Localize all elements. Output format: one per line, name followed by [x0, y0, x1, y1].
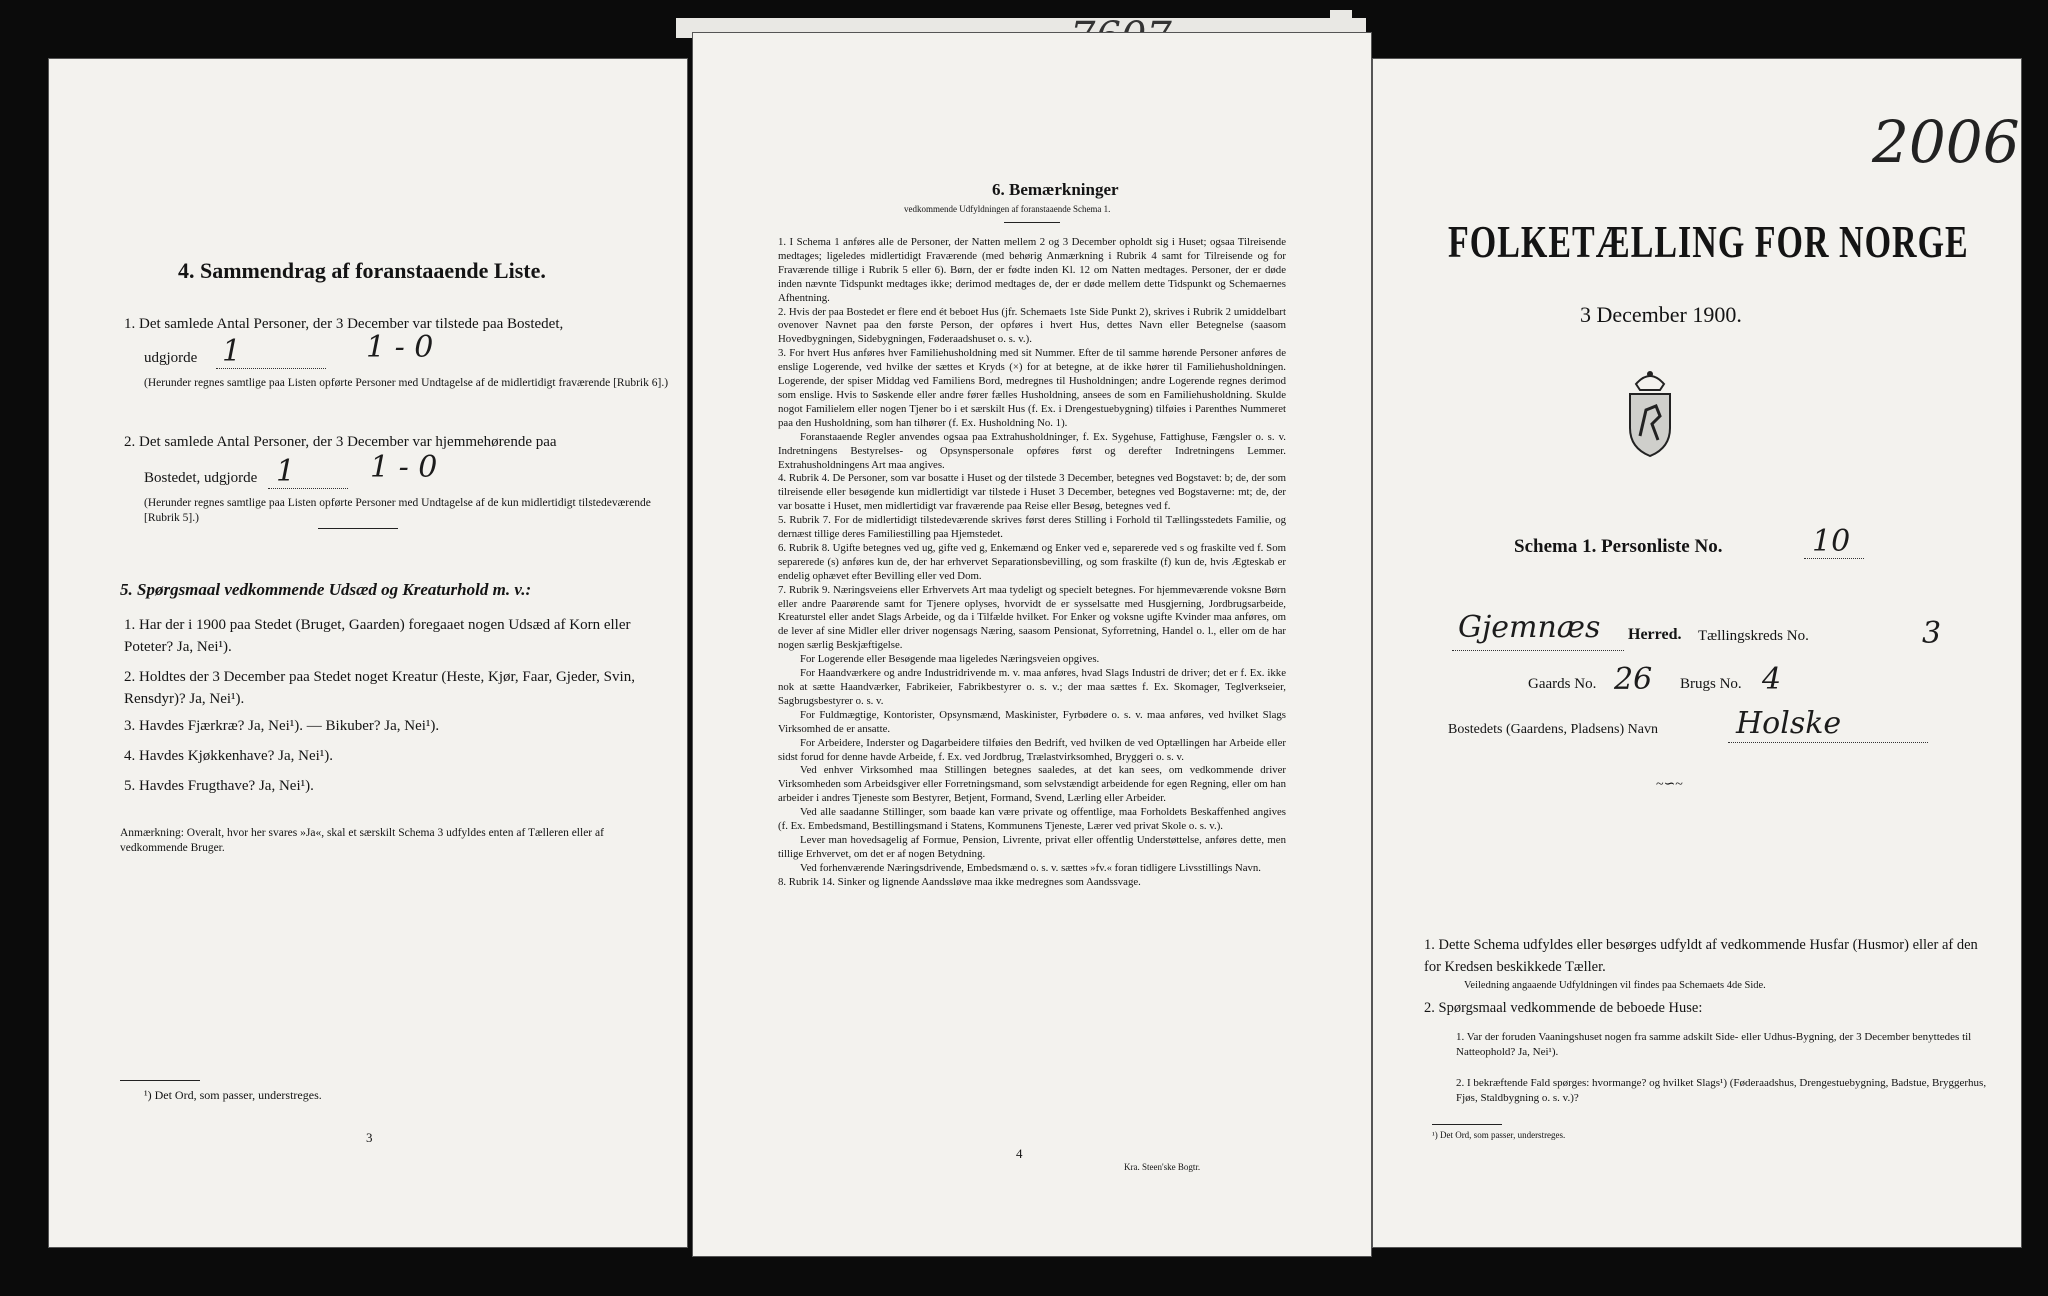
kreds-value: 3 — [1922, 616, 1942, 651]
brugs-label: Brugs No. — [1680, 676, 1742, 692]
footnote-right: ¹) Det Ord, som passer, understreges. — [1432, 1130, 1566, 1140]
remark-7i: Ved forhenværende Næringsdrivende, Embedsmænd o. s. v. sættes »fv.« foran tidligere Livsstillings Navn. — [800, 861, 1261, 874]
remark-3: 3. For hvert Hus anføres hver Familiehusholdning med sit Nummer. Efter de til samme hørende Personer anføres de enslige Logerende, ved hvilke der sættes et Kryds (×) for at betegne, at de ikke hører til Familiehusholdningen. Logerende, der spiser Middag ved Familiens Bord, medregnes til Husholdningen; andre Logerende regnes derimod som enslige. Hvis to Søskende eller andre fører fælles Husholdning, ansees de som en Familiehusholdning. Skulde nogot Familielem eller nogen Tjener bo i et særskilt Hus (f. Ex. i Drengestuebygning) tilføies i Parenthes Nummeret paa den Husholdning, som han tilhører (f. Ex. Husholdning No. 1). — [778, 347, 1286, 429]
remark-7e: For Arbeidere, Inderster og Dagarbeidere tilføies den Bedrift, ved hvilken de ved Optællingen har Arbeide eller sidst forud for denne havde Arbeide, f. Ex. ved Jordbrug, Trælastvirksomhed, Bryggeri o. s. v. — [778, 736, 1286, 763]
herred-value: Gjemnæs — [1458, 610, 1601, 645]
herred-line — [1452, 650, 1624, 651]
archive-number-right: 2006 — [1872, 108, 2020, 176]
remarks-title: 6. Bemærkninger — [992, 180, 1119, 199]
remark-8: 8. Rubrik 14. Sinker og lignende Aandssløve maa ikke medregnes som Aandssvage. — [778, 875, 1141, 888]
q5-4: 4. Havdes Kjøkkenhave? Ja, Nei¹). — [124, 748, 334, 764]
herred-label: Herred. — [1628, 626, 1682, 643]
remark-3b: Foranstaaende Regler anvendes ogsaa paa Extrahusholdninger, f. Ex. Sygehuse, Fattighuse, Fængsler o. s. v. Indretningens Bestyrelses- og Opsynspersonale opføres først og derefter Indretningens Lemmer. Extrahusholdningens Art maa angives. — [778, 430, 1286, 471]
remark-7b: For Logerende eller Besøgende maa ligeledes Næringsveien opgives. — [800, 653, 1100, 666]
brugs-value: 4 — [1762, 662, 1782, 697]
section4-title: 4. Sammendrag af foranstaaende Liste. — [178, 258, 546, 283]
q2-underline — [268, 488, 348, 489]
remark-4: 4. Rubrik 4. De Personer, som var bosatte i Huset og der tilstede 3 December, betegnes ved Bogstavet: b; de, der som tilreisende eller besøgende kun midlertidigt var tilstede i Huset 3 December, betegnes ved Bogstaverne: mt; de, der var bosatte i Huset, men midlertidigt var fraværende paa Reise eller Besøg, betegnes ved f. — [778, 472, 1286, 513]
remark-7d: For Fuldmægtige, Kontorister, Opsynsmænd, Maskinister, Fyrbødere o. s. v. maa anføres, ved hvilket Slags Virksomhed de er ansatte. — [778, 708, 1286, 735]
remark-7c: For Haandværkere og andre Industridrivende m. v. maa anføres, hvad Slags Industri de driver; det er f. Ex. ikke nok at sætte Haandværker, Fabrikeier, Fabrikbestyrer o. s. v.; der maa sættes f. Ex. Skomager, Teglverkseier, Sagbrugsbestyrer o. s. v. — [778, 667, 1286, 707]
page-middle — [692, 32, 1372, 1257]
q2-bostedet: Bostedet, udgjorde — [144, 470, 258, 486]
q1-text: 1. Det samlede Antal Personer, der 3 December var tilstede paa Bostedet, — [124, 316, 564, 332]
q5-2: 2. Holdtes der 3 December paa Stedet noget Kreatur (Heste, Kjør, Faar, Gjeder, Svin, Rensdyr)? Ja, Nei¹). — [124, 669, 635, 707]
page-left — [48, 58, 688, 1248]
remark-6: 6. Rubrik 8. Ugifte betegnes ved ug, gifte ved g, Enkemænd og Enker ved e, separerede ved s og fraskilte ved f. Som separerede (s) anføres kun de, der har erhvervet Separationsbevilling, og som fraskilte (f) kun de, hvis Ægteskab er endelig ophævet efter Bevilling eller ved Dom. — [778, 541, 1286, 582]
bosted-value: Holske — [1736, 706, 1842, 741]
q1-note: (Herunder regnes samtlige paa Listen opførte Personer med Undtagelse af de midlertidigt fraværende [Rubrik 6].) — [144, 377, 669, 389]
footnote-rule-left — [120, 1080, 200, 1081]
instr-1: 1. Dette Schema udfyldes eller besørges udfyldt af vedkommende Husfar (Husmor) eller af den for Kredsen beskikkede Tæller. — [1424, 937, 1978, 975]
q2-value1: 1 — [276, 454, 296, 489]
anmaerkning: Anmærkning: Overalt, hvor her svares »Ja«, skal et særskilt Schema 3 udfyldes enten af Tælleren eller af vedkommende Bruger. — [120, 827, 604, 854]
q5-1: 1. Har der i 1900 paa Stedet (Bruget, Gaarden) foregaaet nogen Udsæd af Korn eller Poteter? Ja, Nei¹). — [124, 617, 631, 655]
bosted-label: Bostedets (Gaardens, Pladsens) Navn — [1448, 722, 1658, 737]
q1-udgjorde: udgjorde — [144, 350, 198, 366]
section5-title: 5. Spørgsmaal vedkommende Udsæd og Kreaturhold m. v.: — [120, 580, 532, 599]
remark-5: 5. Rubrik 7. For de midlertidigt tilstedeværende skrives først deres Stilling i Forhold til Tællingsstedets Familie, og dernæst tillige deres Familiestilling paa Hjemstedet. — [778, 514, 1286, 541]
census-title: FOLKETÆLLING FOR NORGE — [1448, 218, 1969, 268]
divider-left — [318, 528, 398, 529]
printer-name: Kra. Steen'ske Bogtr. — [1124, 1162, 1201, 1172]
remark-7h: Lever man hovedsagelig af Formue, Pension, Livrente, privat eller offentlig Understøttelse, anføres dette, men tillige Erhvervet, om det er af nogen Betydning. — [778, 833, 1286, 860]
instr-2-1: 1. Var der foruden Vaaningshuset nogen fra samme adskilt Side- eller Udhus-Bygning, der 3 December benyttedes til Natteophold? Ja, Nei¹). — [1456, 1031, 1972, 1058]
bosted-line — [1728, 742, 1928, 743]
gaards-value: 26 — [1614, 662, 1653, 697]
instr-2-2: 2. I bekræftende Fald spørges: hvormange? og hvilket Slags¹) (Føderaadshus, Drengestuebygning, Badstue, Bryggerhus, Fjøs, Staldbygning o. s. v.)? — [1456, 1077, 1987, 1104]
gaards-label: Gaards No. — [1528, 676, 1597, 692]
remark-7f: Ved enhver Virksomhed maa Stillingen betegnes saaledes, at det kan sees, om vedkommende driver Virksomheden som Arbeidsgiver eller Forretningsmand, som selvstændigt arbeidende for egen Regning, eller om han arbeider i andres Tjeneste som Bestyrer, Betjent, Formand, Svend, Lærling eller Arbeider. — [778, 764, 1286, 805]
coat-of-arms-icon — [1622, 366, 1678, 458]
q1-value1: 1 — [222, 334, 242, 369]
q2-note: (Herunder regnes samtlige paa Listen opførte Personer med Undtagelse af de kun midlertidigt tilstedeværende [Rubrik 5].) — [144, 497, 651, 524]
footnote-left: ¹) Det Ord, som passer, understreges. — [144, 1088, 322, 1102]
remark-7: 7. Rubrik 9. Næringsveiens eller Erhvervets Art maa tydeligt og specielt betegnes. For hjemmeværende voksne Børn eller andre Paarørende samt for Tjenere oplyses, hvorvidt de er sysselsatte med Husgjerning, Jordbrugsarbeide, Kreaturstel eller andet Slags Arbeide, og da i Tilfælde hvilket. For Enker og voksne ugifte Kvinder maa anføres, om de lever af sine Midler eller driver nogensags Næring, saasom Pensionat, Syforretning, Handel o. l., eller om de har nogen særlig Beskjæftigelse. — [778, 583, 1286, 652]
ornament: ~∽~ — [1656, 777, 1683, 792]
remark-1: 1. I Schema 1 anføres alle de Personer, der Natten mellem 2 og 3 December opholdt sig i Huset; ogsaa Tilreisende medtages; ligeledes midlertidigt Fraværende (med behørig Anmærkning i Rubrik 4 samt for Tilreisende og for Fraværende tillige i Rubrik 5 eller 6). Børn, der er fødte inden Kl. 12 om Natten medtages. Personer, der er døde inden nævnte Tidspunkt medtages ikke; derimod medtages de, der er døde mellem dette Tidspunkt og Schemaernes Afhentning. — [778, 236, 1286, 304]
kreds-label: Tællingskreds No. — [1698, 628, 1809, 644]
remark-7g: Ved alle saadanne Stillinger, som baade kan være private og offentlige, maa Forholdets Beskaffenhed angives (f. Ex. Embedsmand, Bestillingsmand i Statens, Kommunens Tjeneste, Lærer ved privat Skole o. s. v.). — [778, 806, 1286, 833]
remarks-rule — [1004, 222, 1060, 223]
page-number-3: 3 — [366, 1130, 373, 1145]
footnote-rule-right — [1432, 1124, 1502, 1125]
remarks-subtitle: vedkommende Udfyldningen af foranstaaende Schema 1. — [904, 204, 1111, 214]
q1-value2: 1 - 0 — [366, 330, 434, 365]
page-number-4: 4 — [1016, 1146, 1023, 1161]
remark-2: 2. Hvis der paa Bostedet er flere end ét beboet Hus (jfr. Schemaets 1ste Side Punkt 2), skrives i Rubrik 2 umiddelbart ovenover Navnet paa den første Person, der opføres i hvert Hus, dettes Navn eller Betegnelse (saasom Hovedbygningen, Sidebygningen, Føderaadshuset o. s. v.). — [778, 305, 1286, 346]
instr-2: 2. Spørgsmaal vedkommende de beboede Huse: — [1424, 1000, 1703, 1016]
page-right — [1372, 58, 2022, 1248]
schema-no: 10 — [1812, 524, 1851, 559]
q5-5: 5. Havdes Frugthave? Ja, Nei¹). — [124, 778, 314, 794]
remarks-list — [778, 236, 1286, 890]
q2-text: 2. Det samlede Antal Personer, der 3 December var hjemmehørende paa — [124, 434, 557, 450]
q5-3: 3. Havdes Fjærkræ? Ja, Nei¹). — Bikuber? Ja, Nei¹). — [124, 718, 440, 734]
census-date: 3 December 1900. — [1580, 302, 1742, 327]
instr-1-note: Veiledning angaaende Udfyldningen vil findes paa Schemaets 4de Side. — [1464, 980, 1766, 991]
schema-label: Schema 1. Personliste No. — [1514, 536, 1723, 557]
q2-value2: 1 - 0 — [370, 450, 438, 485]
q1-underline — [216, 368, 326, 369]
schema-no-line — [1804, 558, 1864, 559]
